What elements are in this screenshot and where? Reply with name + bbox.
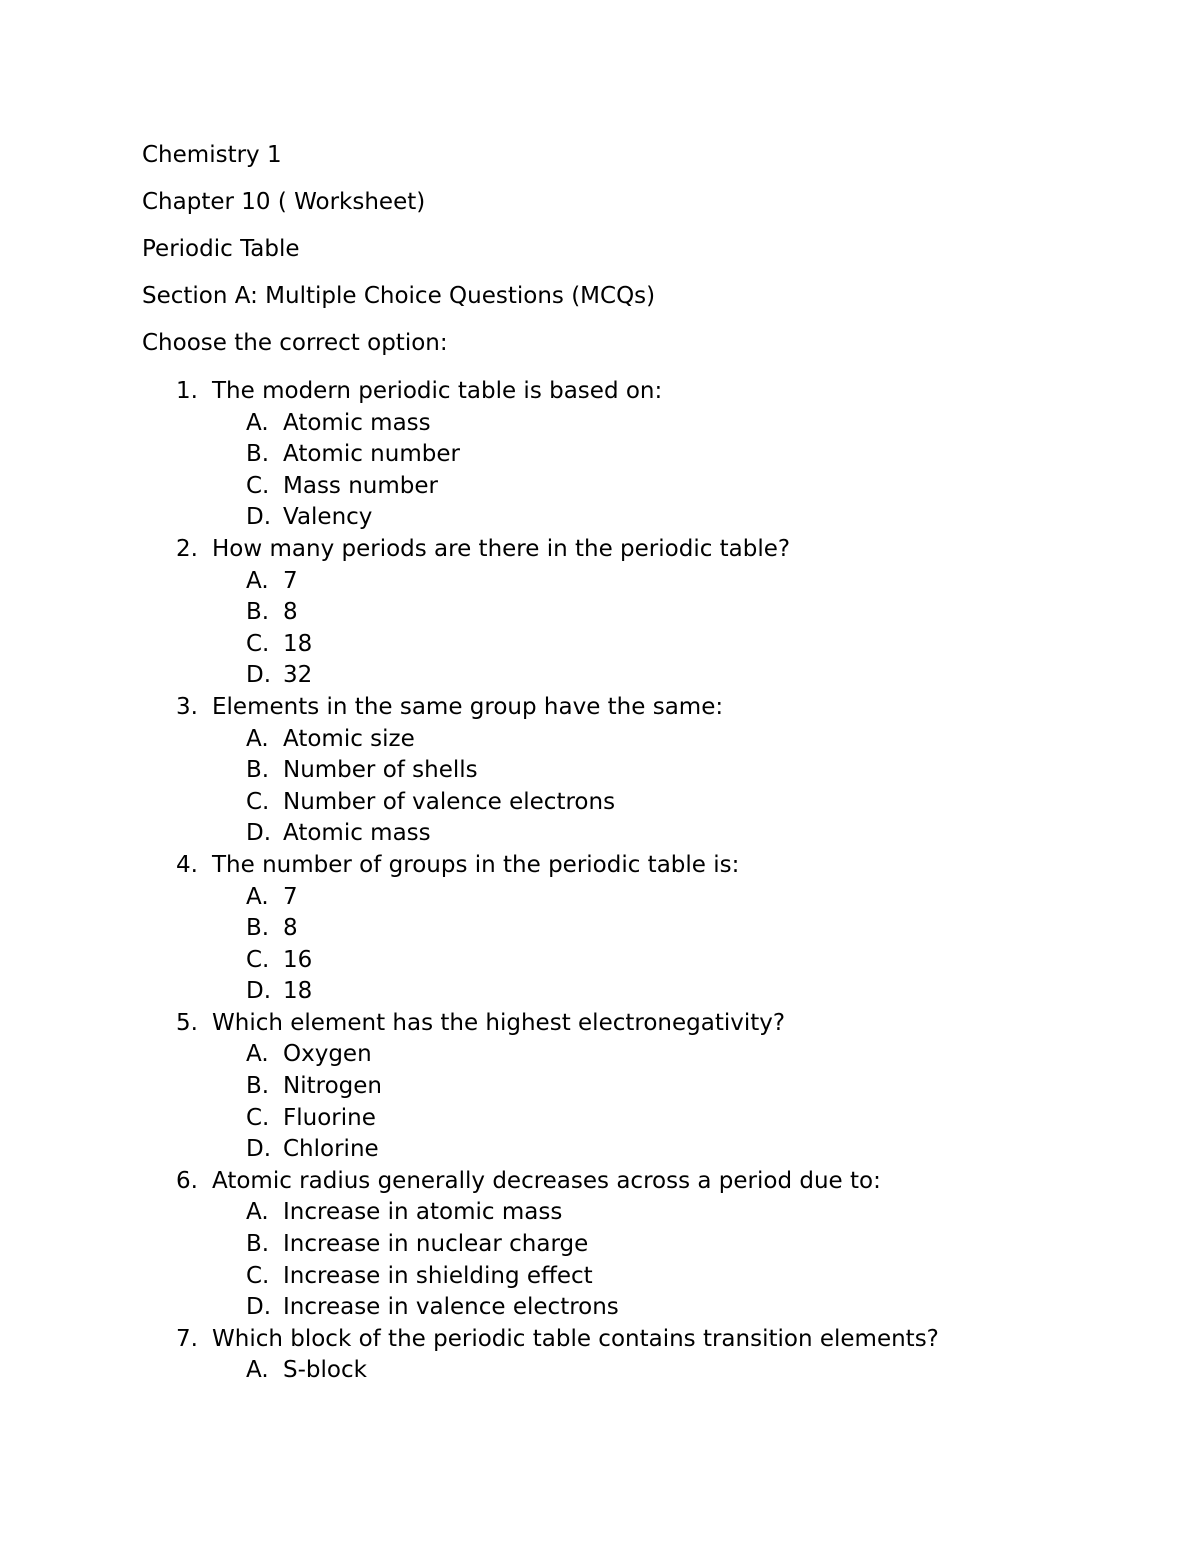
option-text: Atomic mass	[283, 820, 431, 847]
option-letter: D.	[246, 504, 272, 531]
question-item	[0, 1166, 1200, 1198]
answer-option	[0, 1197, 1200, 1229]
option-text: 16	[283, 946, 313, 973]
answer-option	[0, 1039, 1200, 1071]
option-letter: D.	[246, 1294, 272, 1321]
answer-option	[0, 724, 1200, 756]
option-text: Atomic mass	[283, 409, 431, 436]
answer-option	[0, 913, 1200, 945]
option-letter: C.	[246, 472, 270, 499]
option-letter: C.	[246, 1262, 270, 1289]
option-letter: C.	[246, 1104, 270, 1131]
answer-option	[0, 502, 1200, 534]
option-letter: C.	[246, 946, 270, 973]
instruction-text: Choose the correct option:	[142, 330, 448, 356]
option-text: Number of valence electrons	[283, 788, 616, 815]
option-text: Fluorine	[283, 1104, 376, 1131]
answer-option	[0, 660, 1200, 692]
option-text: Chlorine	[283, 1136, 379, 1163]
option-text: 18	[283, 630, 313, 657]
answer-option	[0, 787, 1200, 819]
option-letter: A.	[246, 567, 269, 594]
answer-option	[0, 882, 1200, 914]
answer-option	[0, 1134, 1200, 1166]
option-text: 8	[283, 599, 298, 626]
answer-option	[0, 1292, 1200, 1324]
question-text: Atomic radius generally decreases across a period due to:	[212, 1167, 881, 1194]
question-text: Which element has the highest electronegativity?	[212, 1009, 786, 1036]
option-text: 32	[283, 662, 313, 689]
question-number: 3.	[176, 693, 198, 720]
question-item	[0, 534, 1200, 566]
option-letter: A.	[246, 883, 269, 910]
option-text: 7	[283, 567, 298, 594]
question-item	[0, 1008, 1200, 1040]
answer-option	[0, 408, 1200, 440]
option-letter: D.	[246, 820, 272, 847]
option-letter: B.	[246, 599, 270, 626]
answer-option	[0, 755, 1200, 787]
question-text: Which block of the periodic table contains transition elements?	[212, 1325, 939, 1352]
answer-option	[0, 945, 1200, 977]
option-text: Number of shells	[283, 757, 478, 784]
section-title: Section A: Multiple Choice Questions (MCQs)	[142, 283, 656, 309]
answer-option	[0, 1261, 1200, 1293]
question-item	[0, 1324, 1200, 1356]
option-letter: A.	[246, 1199, 269, 1226]
option-text: Nitrogen	[283, 1073, 382, 1100]
option-letter: B.	[246, 441, 270, 468]
chapter-title: Chapter 10 ( Worksheet)	[142, 189, 426, 215]
option-letter: A.	[246, 725, 269, 752]
option-letter: A.	[246, 1357, 269, 1384]
question-list	[0, 376, 1200, 1387]
option-text: Increase in atomic mass	[283, 1199, 563, 1226]
option-text: Increase in nuclear charge	[283, 1231, 589, 1258]
option-text: 7	[283, 883, 298, 910]
option-text: 8	[283, 915, 298, 942]
answer-option	[0, 976, 1200, 1008]
question-text: How many periods are there in the periodic table?	[212, 535, 791, 562]
answer-option	[0, 1355, 1200, 1387]
answer-option	[0, 597, 1200, 629]
answer-option	[0, 1103, 1200, 1135]
option-letter: D.	[246, 978, 272, 1005]
option-letter: C.	[246, 630, 270, 657]
course-title: Chemistry 1	[142, 142, 282, 168]
question-text: The number of groups in the periodic table is:	[212, 851, 740, 878]
question-number: 2.	[176, 535, 198, 562]
answer-option	[0, 471, 1200, 503]
option-text: Increase in shielding effect	[283, 1262, 593, 1289]
option-letter: B.	[246, 915, 270, 942]
option-letter: A.	[246, 1041, 269, 1068]
option-text: Mass number	[283, 472, 438, 499]
answer-option	[0, 818, 1200, 850]
question-number: 6.	[176, 1167, 198, 1194]
question-text: The modern periodic table is based on:	[212, 378, 663, 404]
option-text: Increase in valence electrons	[283, 1294, 619, 1321]
answer-option	[0, 566, 1200, 598]
question-number: 7.	[176, 1325, 198, 1352]
option-text: 18	[283, 978, 313, 1005]
question-number: 4.	[176, 851, 198, 878]
answer-option	[0, 629, 1200, 661]
question-item	[0, 692, 1200, 724]
option-letter: D.	[246, 1136, 272, 1163]
option-text: Atomic size	[283, 725, 415, 752]
option-letter: C.	[246, 788, 270, 815]
question-number: 5.	[176, 1009, 198, 1036]
option-text: Atomic number	[283, 441, 460, 468]
option-letter: B.	[246, 1073, 270, 1100]
question-item	[0, 850, 1200, 882]
option-text: Oxygen	[283, 1041, 372, 1068]
answer-option	[0, 439, 1200, 471]
option-text: Valency	[283, 504, 373, 531]
option-text: S-block	[283, 1357, 367, 1384]
answer-option	[0, 1229, 1200, 1261]
question-item	[0, 376, 1200, 408]
topic-title: Periodic Table	[142, 236, 300, 262]
question-text: Elements in the same group have the same:	[212, 693, 724, 720]
option-letter: A.	[246, 409, 269, 436]
option-letter: B.	[246, 1231, 270, 1258]
option-letter: B.	[246, 757, 270, 784]
answer-option	[0, 1071, 1200, 1103]
option-letter: D.	[246, 662, 272, 689]
question-number: 1.	[176, 378, 198, 404]
